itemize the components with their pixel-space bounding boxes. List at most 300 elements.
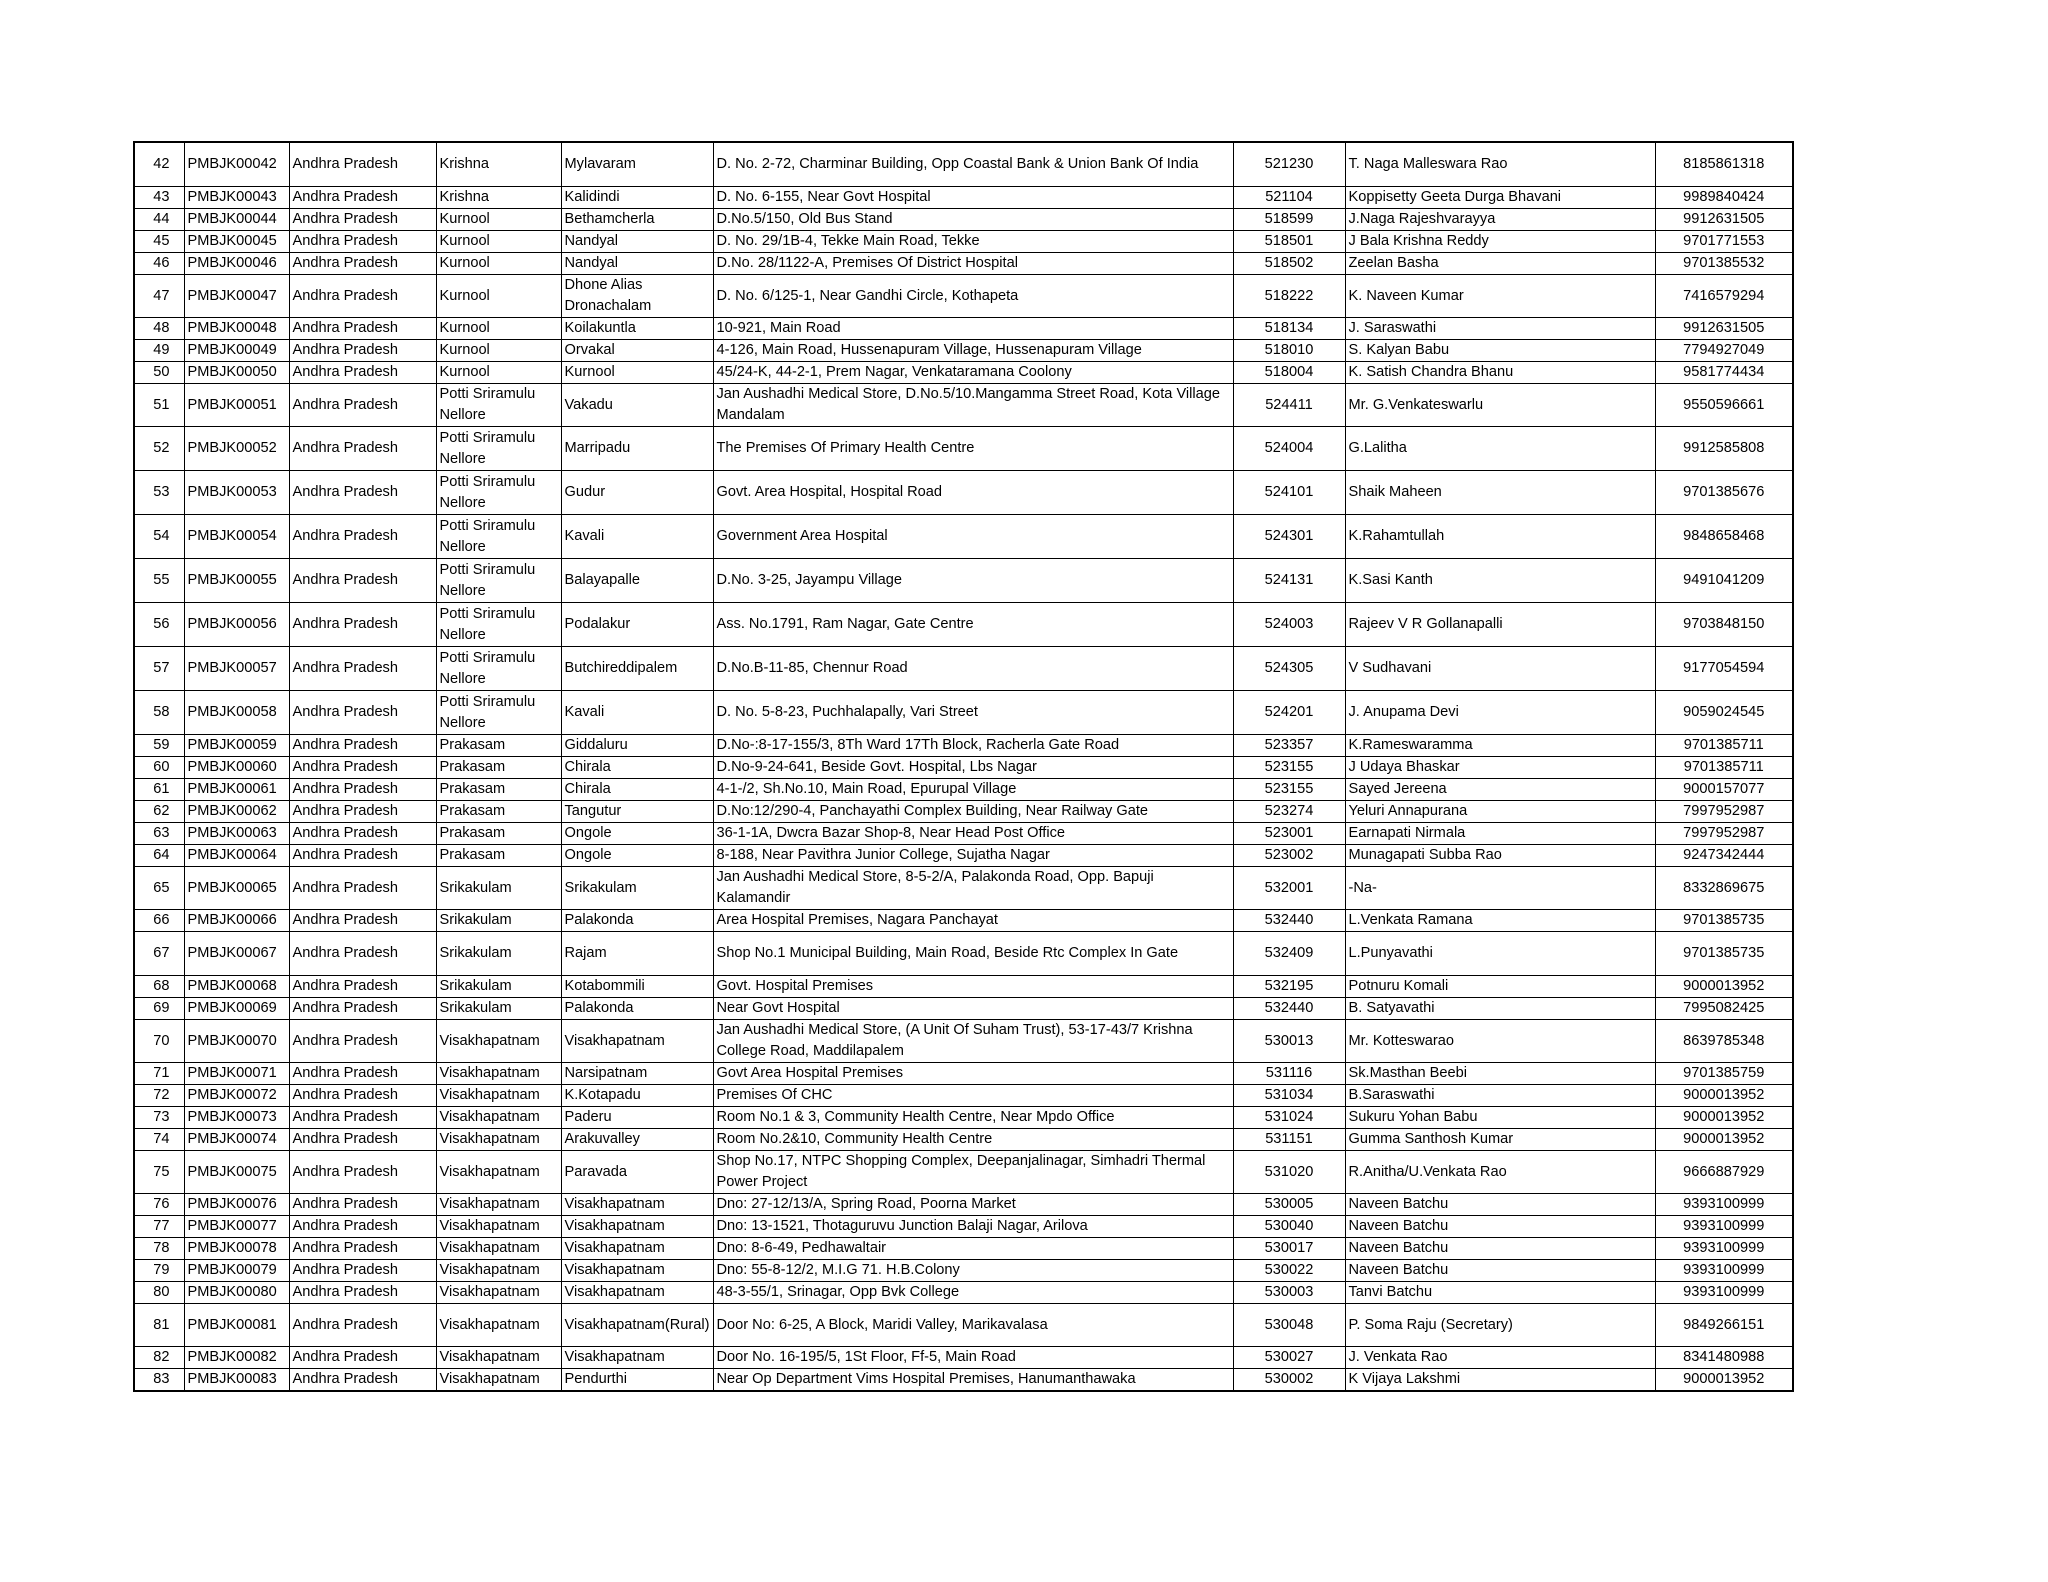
kendra-code-cell: PMBJK00072 bbox=[184, 1085, 289, 1107]
table-row bbox=[134, 1369, 1793, 1392]
serial-number-cell: 47 bbox=[134, 275, 184, 318]
phone-number-cell: 9848658468 bbox=[1655, 515, 1793, 559]
owner-name-cell: K. Naveen Kumar bbox=[1345, 275, 1655, 318]
phone-number-cell: 9701385532 bbox=[1655, 253, 1793, 275]
state-cell: Andhra Pradesh bbox=[289, 932, 436, 976]
pin-code-cell: 524411 bbox=[1233, 384, 1345, 427]
serial-number-cell: 74 bbox=[134, 1129, 184, 1151]
owner-name-cell: K.Sasi Kanth bbox=[1345, 559, 1655, 603]
address-cell: D. No. 5-8-23, Puchhalapally, Vari Street bbox=[713, 691, 1233, 735]
district-cell: Kurnool bbox=[436, 362, 561, 384]
pin-code-cell: 518134 bbox=[1233, 318, 1345, 340]
block-cell: Palakonda bbox=[561, 910, 713, 932]
block-cell: Visakhapatnam bbox=[561, 1216, 713, 1238]
kendra-code-cell: PMBJK00064 bbox=[184, 845, 289, 867]
owner-name-cell: Naveen Batchu bbox=[1345, 1260, 1655, 1282]
pin-code-cell: 523002 bbox=[1233, 845, 1345, 867]
table-row bbox=[134, 1238, 1793, 1260]
pin-code-cell: 530048 bbox=[1233, 1304, 1345, 1347]
address-cell: D.No.5/150, Old Bus Stand bbox=[713, 209, 1233, 231]
state-cell: Andhra Pradesh bbox=[289, 559, 436, 603]
pin-code-cell: 531151 bbox=[1233, 1129, 1345, 1151]
address-cell: D.No. 28/1122-A, Premises Of District Hospital bbox=[713, 253, 1233, 275]
state-cell: Andhra Pradesh bbox=[289, 691, 436, 735]
address-cell: Shop No.1 Municipal Building, Main Road, Beside Rtc Complex In Gate bbox=[713, 932, 1233, 976]
district-cell: Visakhapatnam bbox=[436, 1107, 561, 1129]
owner-name-cell: Zeelan Basha bbox=[1345, 253, 1655, 275]
block-cell: Pendurthi bbox=[561, 1369, 713, 1392]
block-cell: Chirala bbox=[561, 757, 713, 779]
kendra-code-cell: PMBJK00047 bbox=[184, 275, 289, 318]
pin-code-cell: 530040 bbox=[1233, 1216, 1345, 1238]
serial-number-cell: 70 bbox=[134, 1020, 184, 1063]
kendra-code-cell: PMBJK00048 bbox=[184, 318, 289, 340]
owner-name-cell: Sayed Jereena bbox=[1345, 779, 1655, 801]
state-cell: Andhra Pradesh bbox=[289, 757, 436, 779]
table-row bbox=[134, 603, 1793, 647]
district-cell: Visakhapatnam bbox=[436, 1347, 561, 1369]
district-cell: Kurnool bbox=[436, 253, 561, 275]
pin-code-cell: 524305 bbox=[1233, 647, 1345, 691]
block-cell: Vakadu bbox=[561, 384, 713, 427]
district-cell: Prakasam bbox=[436, 757, 561, 779]
phone-number-cell: 7995082425 bbox=[1655, 998, 1793, 1020]
owner-name-cell: K. Satish Chandra Bhanu bbox=[1345, 362, 1655, 384]
address-cell: Jan Aushadhi Medical Store, D.No.5/10.Mangamma Street Road, Kota Village Mandalam bbox=[713, 384, 1233, 427]
table-row bbox=[134, 735, 1793, 757]
serial-number-cell: 83 bbox=[134, 1369, 184, 1392]
table-row bbox=[134, 187, 1793, 209]
pin-code-cell: 523274 bbox=[1233, 801, 1345, 823]
kendra-code-cell: PMBJK00056 bbox=[184, 603, 289, 647]
state-cell: Andhra Pradesh bbox=[289, 801, 436, 823]
phone-number-cell: 9912631505 bbox=[1655, 318, 1793, 340]
phone-number-cell: 9701385735 bbox=[1655, 910, 1793, 932]
kendra-code-cell: PMBJK00042 bbox=[184, 142, 289, 187]
phone-number-cell: 9393100999 bbox=[1655, 1282, 1793, 1304]
serial-number-cell: 75 bbox=[134, 1151, 184, 1194]
pin-code-cell: 532440 bbox=[1233, 910, 1345, 932]
table-row bbox=[134, 384, 1793, 427]
pin-code-cell: 531024 bbox=[1233, 1107, 1345, 1129]
block-cell: Palakonda bbox=[561, 998, 713, 1020]
state-cell: Andhra Pradesh bbox=[289, 1063, 436, 1085]
state-cell: Andhra Pradesh bbox=[289, 362, 436, 384]
state-cell: Andhra Pradesh bbox=[289, 427, 436, 471]
owner-name-cell: Sukuru Yohan Babu bbox=[1345, 1107, 1655, 1129]
district-cell: Visakhapatnam bbox=[436, 1260, 561, 1282]
owner-name-cell: B.Saraswathi bbox=[1345, 1085, 1655, 1107]
district-cell: Srikakulam bbox=[436, 932, 561, 976]
address-cell: 4-126, Main Road, Hussenapuram Village, Hussenapuram Village bbox=[713, 340, 1233, 362]
phone-number-cell: 7997952987 bbox=[1655, 823, 1793, 845]
phone-number-cell: 9393100999 bbox=[1655, 1238, 1793, 1260]
address-cell: 4-1-/2, Sh.No.10, Main Road, Epurupal Village bbox=[713, 779, 1233, 801]
phone-number-cell: 9701385676 bbox=[1655, 471, 1793, 515]
kendra-code-cell: PMBJK00081 bbox=[184, 1304, 289, 1347]
district-cell: Potti Sriramulu Nellore bbox=[436, 603, 561, 647]
address-cell: Ass. No.1791, Ram Nagar, Gate Centre bbox=[713, 603, 1233, 647]
block-cell: Marripadu bbox=[561, 427, 713, 471]
district-cell: Visakhapatnam bbox=[436, 1194, 561, 1216]
owner-name-cell: K Vijaya Lakshmi bbox=[1345, 1369, 1655, 1392]
owner-name-cell: -Na- bbox=[1345, 867, 1655, 910]
block-cell: Paderu bbox=[561, 1107, 713, 1129]
address-cell: D.No-:8-17-155/3, 8Th Ward 17Th Block, Racherla Gate Road bbox=[713, 735, 1233, 757]
phone-number-cell: 9000013952 bbox=[1655, 976, 1793, 998]
serial-number-cell: 44 bbox=[134, 209, 184, 231]
serial-number-cell: 60 bbox=[134, 757, 184, 779]
block-cell: Podalakur bbox=[561, 603, 713, 647]
address-cell: Area Hospital Premises, Nagara Panchayat bbox=[713, 910, 1233, 932]
block-cell: K.Kotapadu bbox=[561, 1085, 713, 1107]
pin-code-cell: 532409 bbox=[1233, 932, 1345, 976]
owner-name-cell: Naveen Batchu bbox=[1345, 1238, 1655, 1260]
kendra-code-cell: PMBJK00062 bbox=[184, 801, 289, 823]
table-row bbox=[134, 318, 1793, 340]
block-cell: Visakhapatnam bbox=[561, 1260, 713, 1282]
owner-name-cell: J. Venkata Rao bbox=[1345, 1347, 1655, 1369]
pin-code-cell: 523155 bbox=[1233, 757, 1345, 779]
kendra-code-cell: PMBJK00070 bbox=[184, 1020, 289, 1063]
state-cell: Andhra Pradesh bbox=[289, 603, 436, 647]
address-cell: Door No. 16-195/5, 1St Floor, Ff-5, Main Road bbox=[713, 1347, 1233, 1369]
kendra-code-cell: PMBJK00060 bbox=[184, 757, 289, 779]
phone-number-cell: 9666887929 bbox=[1655, 1151, 1793, 1194]
pin-code-cell: 531034 bbox=[1233, 1085, 1345, 1107]
pin-code-cell: 521104 bbox=[1233, 187, 1345, 209]
block-cell: Bethamcherla bbox=[561, 209, 713, 231]
address-cell: D. No. 29/1B-4, Tekke Main Road, Tekke bbox=[713, 231, 1233, 253]
serial-number-cell: 65 bbox=[134, 867, 184, 910]
pin-code-cell: 518004 bbox=[1233, 362, 1345, 384]
block-cell: Tangutur bbox=[561, 801, 713, 823]
table-body bbox=[134, 142, 1793, 1391]
owner-name-cell: Yeluri Annapurana bbox=[1345, 801, 1655, 823]
block-cell: Arakuvalley bbox=[561, 1129, 713, 1151]
serial-number-cell: 73 bbox=[134, 1107, 184, 1129]
serial-number-cell: 67 bbox=[134, 932, 184, 976]
block-cell: Visakhapatnam bbox=[561, 1282, 713, 1304]
owner-name-cell: J. Anupama Devi bbox=[1345, 691, 1655, 735]
pin-code-cell: 524201 bbox=[1233, 691, 1345, 735]
kendra-list-table bbox=[133, 141, 1794, 1392]
kendra-code-cell: PMBJK00046 bbox=[184, 253, 289, 275]
kendra-code-cell: PMBJK00071 bbox=[184, 1063, 289, 1085]
serial-number-cell: 66 bbox=[134, 910, 184, 932]
kendra-code-cell: PMBJK00049 bbox=[184, 340, 289, 362]
address-cell: D. No. 2-72, Charminar Building, Opp Coastal Bank & Union Bank Of India bbox=[713, 142, 1233, 187]
table-row bbox=[134, 801, 1793, 823]
table-row bbox=[134, 1107, 1793, 1129]
state-cell: Andhra Pradesh bbox=[289, 1129, 436, 1151]
owner-name-cell: Potnuru Komali bbox=[1345, 976, 1655, 998]
owner-name-cell: J Udaya Bhaskar bbox=[1345, 757, 1655, 779]
table-row bbox=[134, 1260, 1793, 1282]
kendra-code-cell: PMBJK00075 bbox=[184, 1151, 289, 1194]
phone-number-cell: 9247342444 bbox=[1655, 845, 1793, 867]
serial-number-cell: 52 bbox=[134, 427, 184, 471]
serial-number-cell: 43 bbox=[134, 187, 184, 209]
owner-name-cell: K.Rameswaramma bbox=[1345, 735, 1655, 757]
table-row bbox=[134, 1304, 1793, 1347]
phone-number-cell: 7416579294 bbox=[1655, 275, 1793, 318]
pin-code-cell: 530002 bbox=[1233, 1369, 1345, 1392]
block-cell: Chirala bbox=[561, 779, 713, 801]
phone-number-cell: 9393100999 bbox=[1655, 1260, 1793, 1282]
serial-number-cell: 54 bbox=[134, 515, 184, 559]
address-cell: Government Area Hospital bbox=[713, 515, 1233, 559]
owner-name-cell: J Bala Krishna Reddy bbox=[1345, 231, 1655, 253]
district-cell: Potti Sriramulu Nellore bbox=[436, 427, 561, 471]
block-cell: Balayapalle bbox=[561, 559, 713, 603]
address-cell: 48-3-55/1, Srinagar, Opp Bvk College bbox=[713, 1282, 1233, 1304]
address-cell: Room No.1 & 3, Community Health Centre, Near Mpdo Office bbox=[713, 1107, 1233, 1129]
kendra-code-cell: PMBJK00078 bbox=[184, 1238, 289, 1260]
owner-name-cell: Naveen Batchu bbox=[1345, 1194, 1655, 1216]
kendra-code-cell: PMBJK00069 bbox=[184, 998, 289, 1020]
table-row bbox=[134, 427, 1793, 471]
block-cell: Gudur bbox=[561, 471, 713, 515]
serial-number-cell: 48 bbox=[134, 318, 184, 340]
owner-name-cell: Earnapati Nirmala bbox=[1345, 823, 1655, 845]
owner-name-cell: Rajeev V R Gollanapalli bbox=[1345, 603, 1655, 647]
state-cell: Andhra Pradesh bbox=[289, 1107, 436, 1129]
serial-number-cell: 63 bbox=[134, 823, 184, 845]
block-cell: Visakhapatnam bbox=[561, 1020, 713, 1063]
serial-number-cell: 59 bbox=[134, 735, 184, 757]
phone-number-cell: 9059024545 bbox=[1655, 691, 1793, 735]
serial-number-cell: 79 bbox=[134, 1260, 184, 1282]
address-cell: Jan Aushadhi Medical Store, (A Unit Of Suham Trust), 53-17-43/7 Krishna College Road, Maddilapalem bbox=[713, 1020, 1233, 1063]
serial-number-cell: 61 bbox=[134, 779, 184, 801]
serial-number-cell: 42 bbox=[134, 142, 184, 187]
phone-number-cell: 9000013952 bbox=[1655, 1107, 1793, 1129]
address-cell: 45/24-K, 44-2-1, Prem Nagar, Venkataramana Coolony bbox=[713, 362, 1233, 384]
phone-number-cell: 9393100999 bbox=[1655, 1194, 1793, 1216]
phone-number-cell: 9701385711 bbox=[1655, 735, 1793, 757]
owner-name-cell: S. Kalyan Babu bbox=[1345, 340, 1655, 362]
kendra-code-cell: PMBJK00074 bbox=[184, 1129, 289, 1151]
pin-code-cell: 532195 bbox=[1233, 976, 1345, 998]
address-cell: Govt. Hospital Premises bbox=[713, 976, 1233, 998]
address-cell: Near Govt Hospital bbox=[713, 998, 1233, 1020]
phone-number-cell: 9701385711 bbox=[1655, 757, 1793, 779]
district-cell: Krishna bbox=[436, 187, 561, 209]
kendra-code-cell: PMBJK00050 bbox=[184, 362, 289, 384]
block-cell: Dhone Alias Dronachalam bbox=[561, 275, 713, 318]
serial-number-cell: 45 bbox=[134, 231, 184, 253]
address-cell: 8-188, Near Pavithra Junior College, Sujatha Nagar bbox=[713, 845, 1233, 867]
block-cell: Orvakal bbox=[561, 340, 713, 362]
phone-number-cell: 9701385759 bbox=[1655, 1063, 1793, 1085]
serial-number-cell: 56 bbox=[134, 603, 184, 647]
district-cell: Prakasam bbox=[436, 801, 561, 823]
table-row bbox=[134, 867, 1793, 910]
table-row bbox=[134, 275, 1793, 318]
serial-number-cell: 53 bbox=[134, 471, 184, 515]
kendra-code-cell: PMBJK00066 bbox=[184, 910, 289, 932]
state-cell: Andhra Pradesh bbox=[289, 187, 436, 209]
state-cell: Andhra Pradesh bbox=[289, 910, 436, 932]
state-cell: Andhra Pradesh bbox=[289, 318, 436, 340]
serial-number-cell: 78 bbox=[134, 1238, 184, 1260]
state-cell: Andhra Pradesh bbox=[289, 340, 436, 362]
district-cell: Prakasam bbox=[436, 735, 561, 757]
table-row bbox=[134, 253, 1793, 275]
pin-code-cell: 524301 bbox=[1233, 515, 1345, 559]
district-cell: Potti Sriramulu Nellore bbox=[436, 559, 561, 603]
address-cell: Near Op Department Vims Hospital Premises, Hanumanthawaka bbox=[713, 1369, 1233, 1392]
table-row bbox=[134, 340, 1793, 362]
serial-number-cell: 55 bbox=[134, 559, 184, 603]
district-cell: Srikakulam bbox=[436, 867, 561, 910]
district-cell: Potti Sriramulu Nellore bbox=[436, 515, 561, 559]
table-row bbox=[134, 823, 1793, 845]
phone-number-cell: 9849266151 bbox=[1655, 1304, 1793, 1347]
pin-code-cell: 530005 bbox=[1233, 1194, 1345, 1216]
address-cell: D. No. 6/125-1, Near Gandhi Circle, Kothapeta bbox=[713, 275, 1233, 318]
table-row bbox=[134, 142, 1793, 187]
pin-code-cell: 524003 bbox=[1233, 603, 1345, 647]
table-row bbox=[134, 910, 1793, 932]
owner-name-cell: L.Venkata Ramana bbox=[1345, 910, 1655, 932]
block-cell: Nandyal bbox=[561, 231, 713, 253]
owner-name-cell: J. Saraswathi bbox=[1345, 318, 1655, 340]
kendra-code-cell: PMBJK00057 bbox=[184, 647, 289, 691]
address-cell: D.No:12/290-4, Panchayathi Complex Building, Near Railway Gate bbox=[713, 801, 1233, 823]
district-cell: Visakhapatnam bbox=[436, 1282, 561, 1304]
state-cell: Andhra Pradesh bbox=[289, 471, 436, 515]
state-cell: Andhra Pradesh bbox=[289, 1282, 436, 1304]
table-row bbox=[134, 515, 1793, 559]
block-cell: Kotabommili bbox=[561, 976, 713, 998]
table-row bbox=[134, 559, 1793, 603]
table-row bbox=[134, 779, 1793, 801]
phone-number-cell: 9701385735 bbox=[1655, 932, 1793, 976]
block-cell: Ongole bbox=[561, 845, 713, 867]
serial-number-cell: 77 bbox=[134, 1216, 184, 1238]
kendra-code-cell: PMBJK00063 bbox=[184, 823, 289, 845]
kendra-code-cell: PMBJK00077 bbox=[184, 1216, 289, 1238]
pin-code-cell: 523357 bbox=[1233, 735, 1345, 757]
owner-name-cell: L.Punyavathi bbox=[1345, 932, 1655, 976]
kendra-code-cell: PMBJK00061 bbox=[184, 779, 289, 801]
state-cell: Andhra Pradesh bbox=[289, 231, 436, 253]
block-cell: Nandyal bbox=[561, 253, 713, 275]
phone-number-cell: 9393100999 bbox=[1655, 1216, 1793, 1238]
state-cell: Andhra Pradesh bbox=[289, 735, 436, 757]
block-cell: Kalidindi bbox=[561, 187, 713, 209]
owner-name-cell: Shaik Maheen bbox=[1345, 471, 1655, 515]
block-cell: Butchireddipalem bbox=[561, 647, 713, 691]
kendra-code-cell: PMBJK00043 bbox=[184, 187, 289, 209]
state-cell: Andhra Pradesh bbox=[289, 823, 436, 845]
phone-number-cell: 9703848150 bbox=[1655, 603, 1793, 647]
owner-name-cell: K.Rahamtullah bbox=[1345, 515, 1655, 559]
kendra-code-cell: PMBJK00068 bbox=[184, 976, 289, 998]
owner-name-cell: Koppisetty Geeta Durga Bhavani bbox=[1345, 187, 1655, 209]
state-cell: Andhra Pradesh bbox=[289, 1020, 436, 1063]
phone-number-cell: 9000013952 bbox=[1655, 1129, 1793, 1151]
owner-name-cell: P. Soma Raju (Secretary) bbox=[1345, 1304, 1655, 1347]
table-row bbox=[134, 231, 1793, 253]
state-cell: Andhra Pradesh bbox=[289, 647, 436, 691]
serial-number-cell: 69 bbox=[134, 998, 184, 1020]
phone-number-cell: 9177054594 bbox=[1655, 647, 1793, 691]
district-cell: Srikakulam bbox=[436, 998, 561, 1020]
kendra-code-cell: PMBJK00082 bbox=[184, 1347, 289, 1369]
phone-number-cell: 8341480988 bbox=[1655, 1347, 1793, 1369]
phone-number-cell: 8639785348 bbox=[1655, 1020, 1793, 1063]
pin-code-cell: 531116 bbox=[1233, 1063, 1345, 1085]
block-cell: Koilakuntla bbox=[561, 318, 713, 340]
pin-code-cell: 530027 bbox=[1233, 1347, 1345, 1369]
district-cell: Visakhapatnam bbox=[436, 1151, 561, 1194]
district-cell: Potti Sriramulu Nellore bbox=[436, 647, 561, 691]
table-row bbox=[134, 1085, 1793, 1107]
phone-number-cell: 9912585808 bbox=[1655, 427, 1793, 471]
owner-name-cell: Naveen Batchu bbox=[1345, 1216, 1655, 1238]
pin-code-cell: 530017 bbox=[1233, 1238, 1345, 1260]
district-cell: Prakasam bbox=[436, 845, 561, 867]
serial-number-cell: 46 bbox=[134, 253, 184, 275]
phone-number-cell: 7997952987 bbox=[1655, 801, 1793, 823]
address-cell: Dno: 55-8-12/2, M.I.G 71. H.B.Colony bbox=[713, 1260, 1233, 1282]
table-row bbox=[134, 998, 1793, 1020]
address-cell: D. No. 6-155, Near Govt Hospital bbox=[713, 187, 1233, 209]
address-cell: D.No.B-11-85, Chennur Road bbox=[713, 647, 1233, 691]
table-row bbox=[134, 976, 1793, 998]
district-cell: Potti Sriramulu Nellore bbox=[436, 384, 561, 427]
block-cell: Srikakulam bbox=[561, 867, 713, 910]
district-cell: Prakasam bbox=[436, 823, 561, 845]
state-cell: Andhra Pradesh bbox=[289, 1238, 436, 1260]
owner-name-cell: J.Naga Rajeshvarayya bbox=[1345, 209, 1655, 231]
state-cell: Andhra Pradesh bbox=[289, 998, 436, 1020]
block-cell: Ongole bbox=[561, 823, 713, 845]
address-cell: Premises Of CHC bbox=[713, 1085, 1233, 1107]
pin-code-cell: 518501 bbox=[1233, 231, 1345, 253]
district-cell: Kurnool bbox=[436, 318, 561, 340]
block-cell: Mylavaram bbox=[561, 142, 713, 187]
district-cell: Visakhapatnam bbox=[436, 1020, 561, 1063]
kendra-code-cell: PMBJK00058 bbox=[184, 691, 289, 735]
pin-code-cell: 524131 bbox=[1233, 559, 1345, 603]
pin-code-cell: 530022 bbox=[1233, 1260, 1345, 1282]
block-cell: Kavali bbox=[561, 691, 713, 735]
address-cell: Dno: 8-6-49, Pedhawaltair bbox=[713, 1238, 1233, 1260]
address-cell: Govt Area Hospital Premises bbox=[713, 1063, 1233, 1085]
kendra-code-cell: PMBJK00044 bbox=[184, 209, 289, 231]
district-cell: Kurnool bbox=[436, 209, 561, 231]
owner-name-cell: Mr. G.Venkateswarlu bbox=[1345, 384, 1655, 427]
district-cell: Kurnool bbox=[436, 231, 561, 253]
serial-number-cell: 51 bbox=[134, 384, 184, 427]
district-cell: Kurnool bbox=[436, 340, 561, 362]
phone-number-cell: 8185861318 bbox=[1655, 142, 1793, 187]
serial-number-cell: 81 bbox=[134, 1304, 184, 1347]
state-cell: Andhra Pradesh bbox=[289, 1347, 436, 1369]
state-cell: Andhra Pradesh bbox=[289, 1151, 436, 1194]
state-cell: Andhra Pradesh bbox=[289, 142, 436, 187]
kendra-code-cell: PMBJK00052 bbox=[184, 427, 289, 471]
kendra-code-cell: PMBJK00080 bbox=[184, 1282, 289, 1304]
block-cell: Visakhapatnam(Rural) bbox=[561, 1304, 713, 1347]
address-cell: Dno: 13-1521, Thotaguruvu Junction Balaji Nagar, Arilova bbox=[713, 1216, 1233, 1238]
address-cell: The Premises Of Primary Health Centre bbox=[713, 427, 1233, 471]
phone-number-cell: 7794927049 bbox=[1655, 340, 1793, 362]
